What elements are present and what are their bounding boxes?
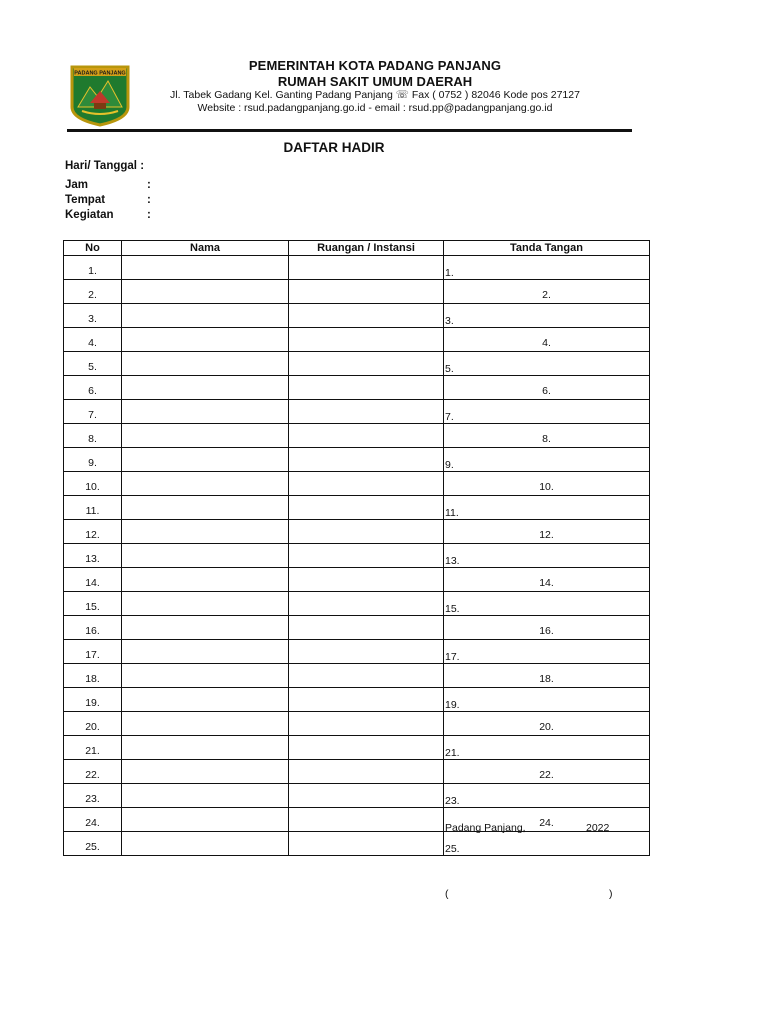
tanda-tangan-cell[interactable]: 11. (444, 496, 650, 520)
nama-cell[interactable] (122, 736, 289, 760)
table-row (64, 328, 650, 352)
tanda-tangan-cell[interactable]: 9. (444, 448, 650, 472)
ruangan-instansi-cell[interactable] (289, 808, 444, 832)
document-title: DAFTAR HADIR (283, 140, 385, 155)
tanda-tangan-cell[interactable]: 25. (444, 832, 650, 856)
row-number: 10. (64, 472, 122, 496)
ruangan-instansi-cell[interactable] (289, 520, 444, 544)
ruangan-instansi-cell[interactable] (289, 472, 444, 496)
table-row (64, 352, 650, 376)
letterhead-line-address: Jl. Tabek Gadang Kel. Ganting Padang Panjang ☏ Fax ( 0752 ) 82046 Kode pos 27127 (170, 89, 580, 101)
row-number: 5. (64, 352, 122, 376)
ruangan-instansi-cell[interactable] (289, 832, 444, 856)
tanda-tangan-cell[interactable]: 19. (444, 688, 650, 712)
row-number: 25. (64, 832, 122, 856)
tanda-tangan-cell[interactable]: 23. (444, 784, 650, 808)
header-nama: Nama (122, 241, 289, 256)
row-number: 17. (64, 640, 122, 664)
header-no: No (64, 241, 122, 256)
table-header-row (64, 241, 650, 256)
row-number: 20. (64, 712, 122, 736)
ruangan-instansi-cell[interactable] (289, 712, 444, 736)
city-logo (68, 63, 132, 127)
tanda-tangan-cell[interactable]: 22. (444, 760, 650, 784)
ruangan-instansi-cell[interactable] (289, 616, 444, 640)
ruangan-instansi-cell[interactable] (289, 592, 444, 616)
field-jam: Jam : (65, 179, 151, 191)
nama-cell[interactable] (122, 352, 289, 376)
ruangan-instansi-cell[interactable] (289, 736, 444, 760)
tanda-tangan-cell[interactable]: 6. (444, 376, 650, 400)
nama-cell[interactable] (122, 592, 289, 616)
row-number: 13. (64, 544, 122, 568)
table-row (64, 712, 650, 736)
table-row (64, 304, 650, 328)
row-number: 8. (64, 424, 122, 448)
ruangan-instansi-cell[interactable] (289, 424, 444, 448)
nama-cell[interactable] (122, 400, 289, 424)
ruangan-instansi-cell[interactable] (289, 784, 444, 808)
field-hari-tanggal: Hari/ Tanggal : (65, 160, 145, 172)
ruangan-instansi-cell[interactable] (289, 376, 444, 400)
attendance-table (63, 240, 650, 856)
row-number: 9. (64, 448, 122, 472)
nama-cell[interactable] (122, 328, 289, 352)
row-number: 19. (64, 688, 122, 712)
table-row (64, 784, 650, 808)
table-row (64, 808, 650, 832)
ruangan-instansi-cell[interactable] (289, 256, 444, 280)
row-number: 24. (64, 808, 122, 832)
ruangan-instansi-cell[interactable] (289, 352, 444, 376)
ruangan-instansi-cell[interactable] (289, 568, 444, 592)
table-row (64, 832, 650, 856)
nama-cell[interactable] (122, 280, 289, 304)
ruangan-instansi-cell[interactable] (289, 304, 444, 328)
tanda-tangan-cell[interactable]: 1. (444, 256, 650, 280)
tanda-tangan-cell[interactable]: 21. (444, 736, 650, 760)
letterhead-line-hospital: RUMAH SAKIT UMUM DAERAH (277, 74, 473, 89)
nama-cell[interactable] (122, 448, 289, 472)
ruangan-instansi-cell[interactable] (289, 544, 444, 568)
nama-cell[interactable] (122, 688, 289, 712)
row-number: 11. (64, 496, 122, 520)
row-number: 15. (64, 592, 122, 616)
row-number: 3. (64, 304, 122, 328)
tanda-tangan-cell[interactable]: 7. (444, 400, 650, 424)
table-row (64, 544, 650, 568)
tanda-tangan-cell[interactable]: 12. (444, 520, 650, 544)
row-number: 22. (64, 760, 122, 784)
table-row (64, 640, 650, 664)
nama-cell[interactable] (122, 424, 289, 448)
field-tempat: Tempat : (65, 194, 151, 206)
nama-cell[interactable] (122, 808, 289, 832)
tanda-tangan-cell[interactable]: 20. (444, 712, 650, 736)
row-number: 23. (64, 784, 122, 808)
signature-name-line: ( ) (445, 888, 613, 900)
table-row (64, 496, 650, 520)
nama-cell[interactable] (122, 664, 289, 688)
logo-text: PADANG PANJANG (74, 70, 126, 77)
ruangan-instansi-cell[interactable] (289, 496, 444, 520)
letterhead-line-government: PEMERINTAH KOTA PADANG PANJANG (248, 58, 502, 73)
tanda-tangan-cell[interactable]: 17. (444, 640, 650, 664)
table-row (64, 280, 650, 304)
nama-cell[interactable] (122, 304, 289, 328)
tanda-tangan-cell[interactable]: 5. (444, 352, 650, 376)
row-number: 14. (64, 568, 122, 592)
row-number: 18. (64, 664, 122, 688)
tanda-tangan-cell[interactable]: 15. (444, 592, 650, 616)
row-number: 12. (64, 520, 122, 544)
table-row (64, 256, 650, 280)
row-number: 1. (64, 256, 122, 280)
tanda-tangan-cell[interactable]: 4. (444, 328, 650, 352)
letterhead-divider (67, 129, 632, 132)
row-number: 2. (64, 280, 122, 304)
header-ruangan-instansi: Ruangan / Instansi (289, 241, 444, 256)
row-number: 16. (64, 616, 122, 640)
nama-cell[interactable] (122, 616, 289, 640)
nama-cell[interactable] (122, 568, 289, 592)
table-row (64, 472, 650, 496)
tanda-tangan-cell[interactable]: 10. (444, 472, 650, 496)
ruangan-instansi-cell[interactable] (289, 688, 444, 712)
nama-cell[interactable] (122, 496, 289, 520)
table-row (64, 736, 650, 760)
ruangan-instansi-cell[interactable] (289, 328, 444, 352)
ruangan-instansi-cell[interactable] (289, 448, 444, 472)
nama-cell[interactable] (122, 520, 289, 544)
nama-cell[interactable] (122, 760, 289, 784)
letterhead-line-website: Website : rsud.padangpanjang.go.id - email : rsud.pp@padangpanjang.go.id (197, 102, 553, 114)
table-row (64, 592, 650, 616)
tanda-tangan-cell[interactable]: 13. (444, 544, 650, 568)
tanda-tangan-cell[interactable]: 3. (444, 304, 650, 328)
tanda-tangan-cell[interactable]: 16. (444, 616, 650, 640)
row-number: 7. (64, 400, 122, 424)
table-row (64, 520, 650, 544)
nama-cell[interactable] (122, 712, 289, 736)
table-row (64, 376, 650, 400)
tanda-tangan-cell[interactable]: 14. (444, 568, 650, 592)
tanda-tangan-cell[interactable]: 2. (444, 280, 650, 304)
row-number: 21. (64, 736, 122, 760)
table-row (64, 688, 650, 712)
signature-year: 2022 (586, 822, 610, 834)
ruangan-instansi-cell[interactable] (289, 280, 444, 304)
row-number: 4. (64, 328, 122, 352)
tanda-tangan-cell[interactable]: 24. (444, 808, 650, 832)
ruangan-instansi-cell[interactable] (289, 664, 444, 688)
table-row (64, 448, 650, 472)
table-row (64, 568, 650, 592)
table-row (64, 664, 650, 688)
table-row (64, 760, 650, 784)
nama-cell[interactable] (122, 544, 289, 568)
tanda-tangan-cell[interactable]: 18. (444, 664, 650, 688)
nama-cell[interactable] (122, 832, 289, 856)
table-row (64, 400, 650, 424)
ruangan-instansi-cell[interactable] (289, 400, 444, 424)
row-number: 6. (64, 376, 122, 400)
header-tanda-tangan: Tanda Tangan (444, 241, 650, 256)
nama-cell[interactable] (122, 784, 289, 808)
signature-place-date: Padang Panjang, 2022 (445, 822, 610, 834)
table-row (64, 616, 650, 640)
table-row (64, 424, 650, 448)
letterhead (140, 58, 610, 114)
field-kegiatan: Kegiatan : (65, 209, 151, 221)
tanda-tangan-cell[interactable]: 8. (444, 424, 650, 448)
nama-cell[interactable] (122, 472, 289, 496)
ruangan-instansi-cell[interactable] (289, 760, 444, 784)
nama-cell[interactable] (122, 376, 289, 400)
nama-cell[interactable] (122, 640, 289, 664)
nama-cell[interactable] (122, 256, 289, 280)
ruangan-instansi-cell[interactable] (289, 640, 444, 664)
